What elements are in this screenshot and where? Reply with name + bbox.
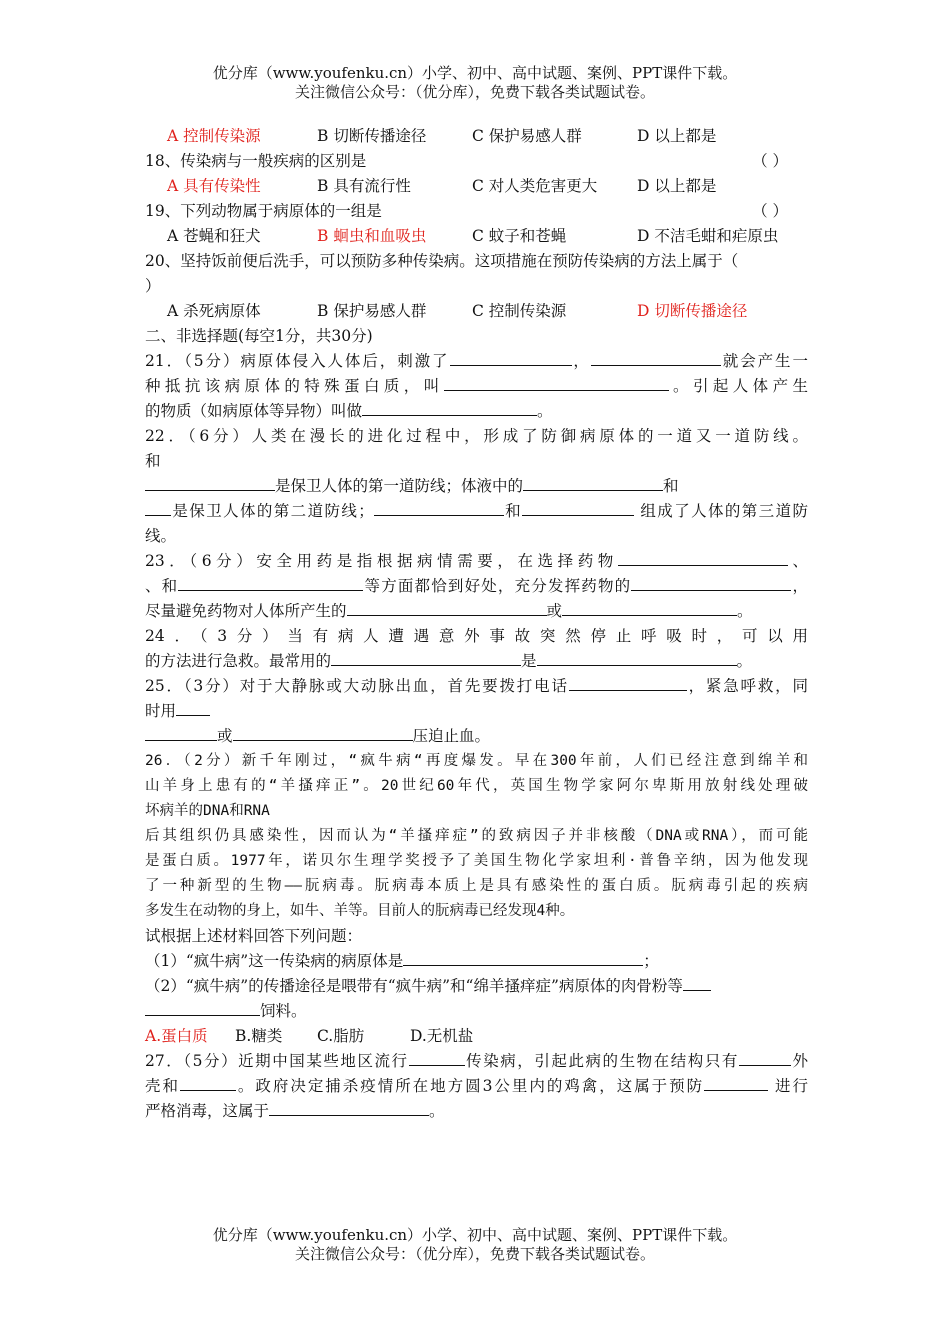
footer-line-2: 关注微信公众号：（优分库），免费下载各类试题试卷。 — [294, 1245, 655, 1263]
q18-option-b: B 具有流行性 — [317, 177, 411, 195]
q27-text-4: 壳和 — [145, 1077, 180, 1095]
q25-text-4: 或 — [217, 727, 233, 745]
q20-text: 20、坚持饭前便后洗手，可以预防多种传染病。这项措施在预防传染病的方法上属于（ — [145, 252, 739, 270]
q21-text-5: 。引起人体产生 — [668, 377, 808, 395]
q27-text-6: 进行 — [768, 1077, 808, 1095]
q26-passage-7: 多发生在动物的身上，如牛、羊等。目前人的朊病毒已经发现4种。 — [145, 903, 575, 919]
q18-option-c: C 对人类危害更大 — [472, 177, 598, 195]
q26-option-a: A.蛋白质 — [145, 1027, 208, 1045]
q22-blank-5[interactable] — [522, 499, 634, 516]
q21-text-4: 种抵抗该病原体的特殊蛋白质，叫 — [145, 377, 444, 395]
q21-text-1: 21．（5分）病原体侵入人体后，刺激了 — [145, 352, 450, 370]
q17-options — [145, 124, 808, 149]
q21-text-6: 的物质（如病原体等异物）叫做 — [145, 402, 363, 420]
q27-blank-2[interactable] — [739, 1049, 791, 1066]
q22-blank-1[interactable] — [145, 474, 275, 491]
q27-blank-4[interactable] — [704, 1074, 768, 1091]
q17-option-b: B 切断传播途径 — [317, 127, 427, 145]
q25-line-3 — [145, 724, 808, 749]
q27-blank-5[interactable] — [269, 1099, 429, 1116]
exam-content — [145, 124, 808, 1124]
q23-text-3: 、和 — [145, 577, 179, 595]
q19-stem — [145, 199, 808, 224]
q26-sub-1-text: （1）“疯牛病”这一传染病的病原体是 — [145, 952, 404, 970]
q25-blank-3[interactable] — [233, 724, 413, 741]
q24-blank-2[interactable] — [537, 649, 737, 666]
q20-text-2: ） — [145, 277, 161, 295]
page-footer — [0, 1226, 950, 1264]
q22-line-5: 线。 — [145, 527, 177, 545]
q18-options — [145, 174, 808, 199]
q22-text-1: 是保卫人体的第一道防线；体液中的 — [275, 477, 524, 495]
q19-option-c: C 蚊子和苍蝇 — [472, 227, 567, 245]
header-line-2: 关注微信公众号：（优分库），免费下载各类试题试卷。 — [294, 83, 655, 101]
q22-blank-4[interactable] — [374, 499, 504, 516]
q26-option-b: B.糖类 — [235, 1027, 283, 1045]
q22-line-3 — [145, 474, 808, 499]
q20-stem-cont — [145, 274, 808, 299]
q26-sub-2-text: （2）“疯牛病”的传播途径是喂带有“疯牛病”和“绵羊搔痒症”病原体的肉骨粉等 — [145, 977, 683, 995]
q25-text-1: 25．（3分）对于大静脉或大动脉出血，首先要拨打电话 — [145, 677, 569, 695]
header-line-1: 优分库（www.youfenku.cn）小学、初中、高中试题、案例、PPT课件下载。 — [212, 64, 738, 82]
q26-passage-5: 是蛋白质。1977年，诺贝尔生理学奖授予了美国生物化学家坦利·普鲁辛纳，因为他发现 — [145, 853, 808, 869]
q22-line-2: 和 — [145, 452, 161, 470]
q20-option-a: A 杀死病原体 — [167, 302, 261, 320]
q22-text-3: 是保卫人体的第二道防线； — [171, 502, 374, 520]
q26-option-d: D.无机盐 — [410, 1027, 474, 1045]
q27-text-3: 外 — [790, 1052, 808, 1070]
q26-sub-2-cont — [145, 999, 808, 1024]
q23-text-4: 等方面都恰到好处，充分发挥药物的 — [363, 577, 632, 595]
q26-passage-3: 坏病羊的DNA和RNA — [145, 803, 270, 819]
q19-answer-paren: （ ） — [752, 202, 788, 220]
q26-blank-2a[interactable] — [683, 974, 711, 991]
q26-sub-1 — [145, 949, 808, 974]
q17-option-a: A 控制传染源 — [167, 127, 261, 145]
q27-text-5: 。政府决定捕杀疫情所在地方圆3公里内的鸡禽，这属于预防 — [235, 1077, 705, 1095]
q21-text-2: ， — [571, 352, 591, 370]
q18-option-d: D 以上都是 — [637, 177, 717, 195]
q17-option-c: C 保护易感人群 — [472, 127, 582, 145]
q25-blank-1[interactable] — [569, 674, 687, 691]
q18-stem — [145, 149, 808, 174]
q27-line-1 — [145, 1049, 808, 1074]
q20-stem — [145, 249, 808, 274]
q24-line-1: 24．（3分）当有病人遭遇意外事故突然停止呼吸时，可以用 — [145, 627, 808, 645]
q26-instruction: 试根据上述材料回答下列问题： — [145, 927, 363, 945]
q24-text-1: 的方法进行急救。最常用的 — [145, 652, 332, 670]
q21-text-3: 就会产生一 — [720, 352, 808, 370]
q26-blank-2b[interactable] — [145, 999, 260, 1016]
q26-passage-6: 了一种新型的生物——朊病毒。朊病毒本质上是具有感染性的蛋白质。朊病毒引起的疾病 — [145, 878, 808, 894]
q23-text-5: ， — [791, 577, 808, 595]
q23-text-6: 尽量避免药物对人体所产生的 — [145, 602, 347, 620]
q26-blank-1[interactable] — [403, 949, 643, 966]
q21-blank-3[interactable] — [444, 374, 669, 391]
q26-sub-1-end: ； — [643, 952, 659, 970]
q26-passage-4: 后其组织仍具感染性，因而认为“羊搔痒症”的致病因子并非核酸（DNA或RNA），而可能 — [145, 828, 808, 844]
q26-sub-2-end: 饲料。 — [260, 1002, 307, 1020]
q23-line-1 — [145, 549, 808, 574]
q25-text-2: ，紧急呼救，同 — [686, 677, 808, 695]
footer-line-1: 优分库（www.youfenku.cn）小学、初中、高中试题、案例、PPT课件下载。 — [212, 1226, 738, 1244]
q27-text-2: 传染病，引起此病的生物在结构只有 — [464, 1052, 739, 1070]
q27-line-3 — [145, 1099, 808, 1124]
q22-blank-2[interactable] — [523, 474, 663, 491]
q23-blank-4[interactable] — [347, 599, 547, 616]
page-header — [0, 64, 950, 102]
q25-blank-2b[interactable] — [145, 724, 217, 741]
q23-blank-1[interactable] — [618, 549, 788, 566]
q19-text: 19、下列动物属于病原体的一组是 — [145, 202, 382, 220]
q20-option-c: C 控制传染源 — [472, 302, 567, 320]
q27-text-7: 严格消毒，这属于 — [145, 1102, 270, 1120]
q23-line-3 — [145, 599, 808, 624]
q26-passage-2: 山羊身上患有的“羊搔痒正”。20世纪60年代，英国生物学家阿尔卑斯用放射线处理破 — [145, 778, 808, 794]
q25-blank-2a[interactable] — [176, 699, 210, 716]
q20-option-b: B 保护易感人群 — [317, 302, 427, 320]
q17-option-d: D 以上都是 — [637, 127, 717, 145]
q18-option-a: A 具有传染性 — [167, 177, 261, 195]
q26-sub-2 — [145, 974, 808, 999]
q27-text-1: 27．（5分）近期中国某些地区流行 — [145, 1052, 409, 1070]
q19-option-a: A 苍蝇和狂犬 — [167, 227, 261, 245]
q21-line-3 — [145, 399, 808, 424]
q21-blank-1[interactable] — [450, 349, 572, 366]
section-2-title: 二、非选择题(每空1分，共30分) — [145, 327, 373, 345]
q23-text-7: 或 — [546, 602, 563, 620]
q23-text-1: 23．（6分）安全用药是指根据病情需要，在选择药物 — [145, 552, 618, 570]
q23-blank-3[interactable] — [631, 574, 791, 591]
q18-answer-paren: （ ） — [752, 152, 788, 170]
q25-line-1 — [145, 674, 808, 699]
q21-blank-2[interactable] — [591, 349, 721, 366]
q23-line-2 — [145, 574, 808, 599]
q24-text-2: 是 — [521, 652, 537, 670]
q23-blank-5[interactable] — [562, 599, 737, 616]
q23-text-2: 、 — [787, 552, 808, 570]
q27-text-8: 。 — [429, 1102, 445, 1120]
q18-text: 18、传染病与一般疾病的区别是 — [145, 152, 367, 170]
q26-option-c: C.脂肪 — [317, 1027, 365, 1045]
q22-text-5: 组成了人体的第三道防 — [634, 502, 808, 520]
q27-line-2 — [145, 1074, 808, 1099]
q24-text-3: 。 — [736, 652, 753, 670]
q19-option-d: D 不洁毛蚶和疟原虫 — [637, 227, 779, 245]
q24-blank-1[interactable] — [331, 649, 521, 666]
q22-text-2: 和 — [663, 477, 679, 495]
q22-line-1: 22．（6分）人类在漫长的进化过程中，形成了防御病原体的一道又一道防线。 — [145, 427, 808, 445]
q22-line-4 — [145, 499, 808, 524]
q21-text-7: 。 — [537, 402, 553, 420]
q23-blank-2[interactable] — [178, 574, 363, 591]
q26-options — [145, 1024, 808, 1049]
q25-text-3: 时用 — [145, 702, 177, 720]
q19-option-b: B 蛔虫和血吸虫 — [317, 227, 427, 245]
q27-blank-3[interactable] — [180, 1074, 236, 1091]
q21-line-1 — [145, 349, 808, 374]
q25-line-2 — [145, 699, 808, 724]
q26-passage-1: 26．（2分）新千年刚过，“疯牛病“再度爆发。早在300年前，人们已经注意到绵羊和 — [145, 753, 808, 769]
q23-text-8: 。 — [737, 602, 753, 620]
q20-option-d: D 切断传播途径 — [637, 302, 748, 320]
q21-line-2 — [145, 374, 808, 399]
q19-options — [145, 224, 808, 249]
q24-line-2 — [145, 649, 808, 674]
q25-text-5: 压迫止血。 — [412, 727, 491, 745]
q20-options — [145, 299, 808, 324]
q22-text-4: 和 — [503, 502, 523, 520]
q27-blank-1[interactable] — [409, 1049, 465, 1066]
q22-blank-3[interactable] — [145, 499, 171, 516]
q21-blank-4[interactable] — [362, 399, 537, 416]
